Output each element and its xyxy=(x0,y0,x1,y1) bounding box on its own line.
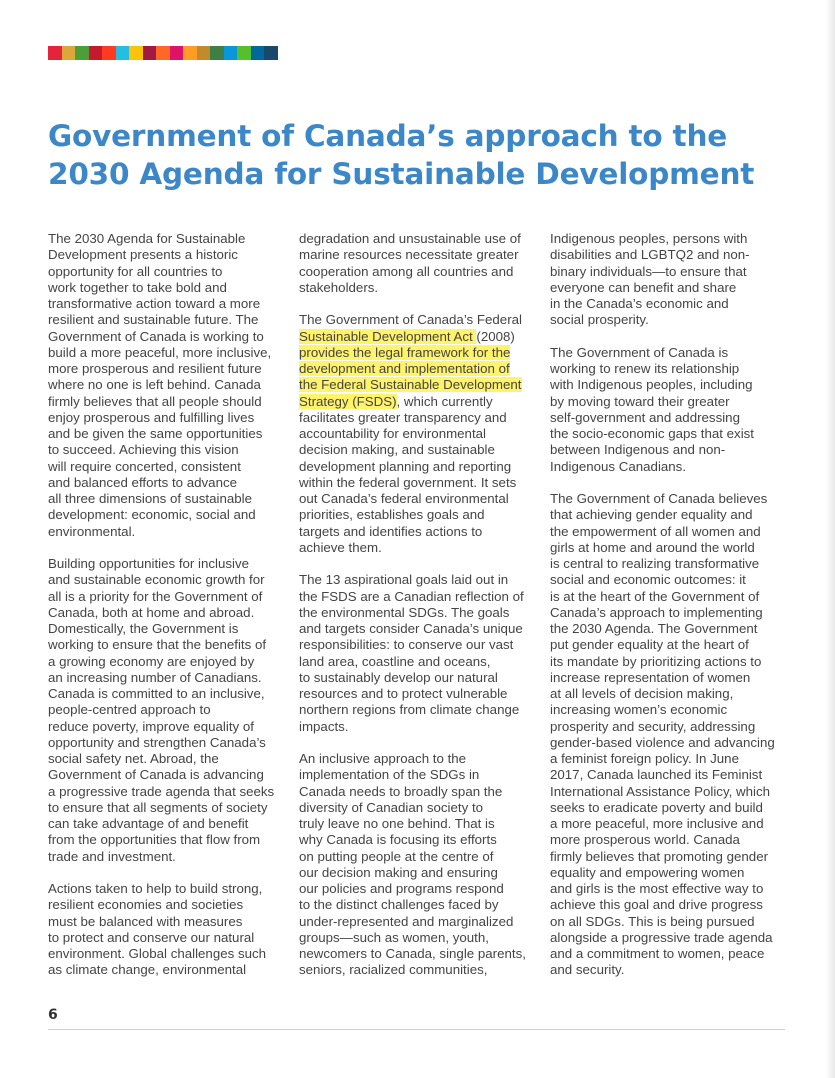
page-title-line-1: Government of Canada’s approach to the xyxy=(48,119,728,153)
text-line: enjoy prosperous and fulfilling lives xyxy=(48,409,255,425)
text-line: priorities, establishes goals and xyxy=(299,507,485,523)
text-line: put gender equality at the heart of xyxy=(550,637,749,653)
highlighted-text: the Federal Sustainable Development xyxy=(299,377,522,393)
text-line: more prosperous and resilient future xyxy=(48,361,262,376)
sdg-color-bar xyxy=(48,46,278,60)
text-line: Government of Canada is advancing xyxy=(48,767,264,783)
color-bar-segment xyxy=(89,46,103,60)
text-line: development planning and reporting xyxy=(299,458,512,474)
text-line: where no one is left behind. Canada xyxy=(48,377,261,393)
paragraph xyxy=(550,491,790,979)
text-line: and sustainable economic growth for xyxy=(48,572,265,588)
text-line: Canada’s approach to implementing xyxy=(550,604,763,620)
text-line: build a more peaceful, more inclusive, xyxy=(48,344,272,360)
paragraph xyxy=(48,231,288,540)
page-title xyxy=(48,117,768,193)
text-line: the socio-economic gaps that exist xyxy=(550,426,754,441)
text-line: girls at home and around the world xyxy=(550,539,755,555)
color-bar-segment xyxy=(143,46,157,60)
text-line: by moving toward their greater xyxy=(550,393,730,409)
text-line: social safety net. Abroad, the xyxy=(48,751,219,766)
text-line: diversity of Canadian society to xyxy=(299,799,484,815)
text-line: the environmental SDGs. The goals xyxy=(299,604,510,620)
color-bar-segment xyxy=(129,46,143,60)
page-edge-shadow xyxy=(825,0,835,1078)
color-bar-segment xyxy=(224,46,238,60)
text-column-2 xyxy=(299,231,539,995)
text-line: working to ensure that the benefits of xyxy=(48,637,267,653)
text-line: land area, coastline and oceans, xyxy=(299,653,491,669)
color-bar-segment xyxy=(62,46,76,60)
text-line: must be balanced with measures xyxy=(48,913,243,929)
paragraph xyxy=(299,572,539,735)
text-line: resilient and sustainable future. The xyxy=(48,312,259,328)
color-bar-segment xyxy=(75,46,89,60)
text-line: an increasing number of Canadians. xyxy=(48,669,262,685)
text-line: at all levels of decision making, xyxy=(550,686,734,701)
text-line: Indigenous Canadians. xyxy=(550,458,687,474)
text-line: and security. xyxy=(550,962,625,978)
color-bar-segment xyxy=(156,46,170,60)
text-line: increasing women’s economic xyxy=(550,702,728,718)
text-line: truly leave no one behind. That is xyxy=(299,816,495,831)
text-line: An inclusive approach to the xyxy=(299,751,467,766)
text-line: work together to take bold and xyxy=(48,279,227,295)
text-column-1 xyxy=(48,231,288,995)
text-line: Canada is committed to an inclusive, xyxy=(48,686,265,701)
text-line: seeks to eradicate poverty and build xyxy=(550,799,763,815)
text-line: development: economic, social and xyxy=(48,507,256,523)
text-line: firmly believes that all people should xyxy=(48,393,262,409)
text-line: groups—such as women, youth, xyxy=(299,929,489,945)
text-span: , which currently xyxy=(396,393,493,409)
text-line: International Assistance Policy, which xyxy=(550,783,771,799)
text-line: Building opportunities for inclusive xyxy=(48,556,250,571)
text-line: within the federal government. It sets xyxy=(299,474,517,490)
text-line: with Indigenous peoples, including xyxy=(550,377,753,393)
text-line: Actions taken to help to build strong, xyxy=(48,881,263,896)
text-line: seniors, racialized communities, xyxy=(299,962,488,978)
paragraph xyxy=(299,231,539,296)
text-line: under-represented and marginalized xyxy=(299,913,514,929)
paragraph xyxy=(550,345,790,475)
paragraph xyxy=(299,751,539,979)
text-line: and be given the same opportunities xyxy=(48,426,263,441)
color-bar-segment xyxy=(237,46,251,60)
highlighted-text: Strategy (FSDS) xyxy=(299,393,397,409)
paragraph xyxy=(550,231,790,329)
text-line: The Government of Canada’s Federal xyxy=(299,312,522,328)
text-line: can take advantage of and benefit xyxy=(48,816,249,831)
paragraph-fsds xyxy=(299,312,539,556)
text-line: and balanced efforts to advance xyxy=(48,474,238,490)
text-line: trade and investment. xyxy=(48,848,176,864)
text-column-3 xyxy=(550,231,790,995)
color-bar-segment xyxy=(197,46,211,60)
text-line: resources and to protect vulnerable xyxy=(299,686,508,701)
text-line: firmly believes that promoting gender xyxy=(550,848,769,864)
text-line: to ensure that all segments of society xyxy=(48,799,268,815)
text-line: stakeholders. xyxy=(299,279,379,295)
text-line: decision making, and sustainable xyxy=(299,442,495,458)
text-line: northern regions from climate change xyxy=(299,702,520,718)
text-line: targets and identifies actions to xyxy=(299,523,483,539)
paragraph xyxy=(48,556,288,865)
text-line: working to renew its relationship xyxy=(550,361,740,376)
text-line: all is a priority for the Government of xyxy=(48,588,263,604)
text-line: Domestically, the Government is xyxy=(48,621,239,636)
text-line: cooperation among all countries and xyxy=(299,263,514,279)
text-line: people-centred approach to xyxy=(48,702,211,718)
text-line: prosperity and security, addressing xyxy=(550,718,756,734)
text-line: everyone can benefit and share xyxy=(550,279,737,295)
text-line: Development presents a historic xyxy=(48,247,238,263)
text-line: reduce poverty, improve equality of xyxy=(48,718,254,734)
text-line: Canada, both at home and abroad. xyxy=(48,604,255,620)
text-line xyxy=(299,361,539,377)
text-line: on all SDGs. This is being pursued xyxy=(550,913,755,929)
text-line: between Indigenous and non- xyxy=(550,442,726,458)
text-line: Government of Canada is working to xyxy=(48,328,264,344)
color-bar-segment xyxy=(210,46,224,60)
text-line: our policies and programs respond xyxy=(299,881,504,896)
text-line: self-government and addressing xyxy=(550,409,740,425)
text-line: is at the heart of the Government of xyxy=(550,588,760,604)
text-line: alongside a progressive trade agenda xyxy=(550,929,773,945)
text-line: environmental. xyxy=(48,523,136,539)
text-line: impacts. xyxy=(299,718,349,734)
text-line: responsibilities: to conserve our vast xyxy=(299,637,514,653)
paragraph xyxy=(48,881,288,979)
text-line: gender-based violence and advancing xyxy=(550,734,775,750)
color-bar-segment xyxy=(170,46,184,60)
text-line xyxy=(299,329,539,345)
text-line: from the opportunities that flow from xyxy=(48,832,261,848)
text-line: opportunity for all countries to xyxy=(48,263,223,279)
text-line: a progressive trade agenda that seeks xyxy=(48,783,275,799)
text-line: 2017, Canada launched its Feminist xyxy=(550,767,763,783)
color-bar-segment xyxy=(102,46,116,60)
text-line: a growing economy are enjoyed by xyxy=(48,653,255,669)
text-line: the FSDS are a Canadian reflection of xyxy=(299,588,524,604)
text-line: our decision making and ensuring xyxy=(299,864,498,880)
text-line: as climate change, environmental xyxy=(48,962,247,978)
highlighted-text: Sustainable Development Act xyxy=(299,328,477,344)
text-line: increase representation of women xyxy=(550,669,751,685)
text-line: that achieving gender equality and xyxy=(550,507,753,523)
text-line: Canada needs to broadly span the xyxy=(299,783,503,799)
text-line: environment. Global challenges such xyxy=(48,946,267,961)
text-line: more prosperous world. Canada xyxy=(550,832,740,848)
text-line xyxy=(299,377,539,393)
paragraph-rest xyxy=(299,410,539,556)
text-line: achieve them. xyxy=(299,539,382,555)
text-line: on putting people at the centre of xyxy=(299,848,494,864)
text-line: to the distinct challenges faced by xyxy=(299,897,499,913)
text-line: out Canada’s federal environmental xyxy=(299,491,509,506)
text-line: achieve this goal and drive progress xyxy=(550,897,763,913)
text-line: binary individuals—to ensure that xyxy=(550,263,747,279)
text-line: in the Canada’s economic and xyxy=(550,296,729,311)
color-bar-segment xyxy=(48,46,62,60)
text-line: why Canada is focusing its efforts xyxy=(299,832,497,848)
text-line: resilient economies and societies xyxy=(48,897,244,913)
text-line: The Government of Canada believes xyxy=(550,491,768,506)
text-line: will require concerted, consistent xyxy=(48,458,241,474)
color-bar-segment xyxy=(116,46,130,60)
text-line: the empowerment of all women and xyxy=(550,523,761,539)
text-line: social prosperity. xyxy=(550,312,649,328)
text-line: Indigenous peoples, persons with xyxy=(550,231,748,246)
text-line: to succeed. Achieving this vision xyxy=(48,442,239,458)
text-line: opportunity and strengthen Canada’s xyxy=(48,734,266,750)
text-line xyxy=(299,345,539,361)
text-line: The Government of Canada is xyxy=(550,344,729,360)
text-line: degradation and unsustainable use of xyxy=(299,231,521,246)
text-line: to protect and conserve our natural xyxy=(48,929,255,945)
text-line: and girls is the most effective way to xyxy=(550,881,764,896)
text-line: transformative action toward a more xyxy=(48,296,261,311)
highlighted-text: provides the legal framework for the xyxy=(299,344,511,360)
color-bar-segment xyxy=(183,46,197,60)
text-line: disabilities and LGBTQ2 and non- xyxy=(550,247,750,263)
text-line: is central to realizing transformative xyxy=(550,556,760,571)
text-line: newcomers to Canada, single parents, xyxy=(299,946,526,961)
text-line: implementation of the SDGs in xyxy=(299,767,480,783)
text-line: and a commitment to women, peace xyxy=(550,946,765,961)
page-title-line-2: 2030 Agenda for Sustainable Development xyxy=(48,157,755,191)
color-bar-segment xyxy=(264,46,278,60)
page-number: 6 xyxy=(48,1007,58,1023)
text-span: (2008) xyxy=(476,328,515,344)
text-line: all three dimensions of sustainable xyxy=(48,491,253,506)
text-line: equality and empowering women xyxy=(550,864,745,880)
text-line: social and economic outcomes: it xyxy=(550,572,746,588)
text-line xyxy=(299,394,539,410)
color-bar-segment xyxy=(251,46,265,60)
footer-divider xyxy=(48,1029,785,1030)
text-line: to sustainably develop our natural xyxy=(299,669,498,685)
text-line: facilitates greater transparency and xyxy=(299,409,507,425)
text-line: The 13 aspirational goals laid out in xyxy=(299,572,509,588)
highlighted-text: development and implementation of xyxy=(299,361,510,376)
text-line: marine resources necessitate greater xyxy=(299,247,519,263)
text-line: and targets consider Canada’s unique xyxy=(299,621,523,636)
text-line: the 2030 Agenda. The Government xyxy=(550,621,758,636)
text-line: a feminist foreign policy. In June xyxy=(550,751,739,766)
text-line: The 2030 Agenda for Sustainable xyxy=(48,231,246,246)
text-line: its mandate by prioritizing actions to xyxy=(550,653,762,669)
text-line: accountability for environmental xyxy=(299,426,486,441)
text-line: a more peaceful, more inclusive and xyxy=(550,816,764,831)
